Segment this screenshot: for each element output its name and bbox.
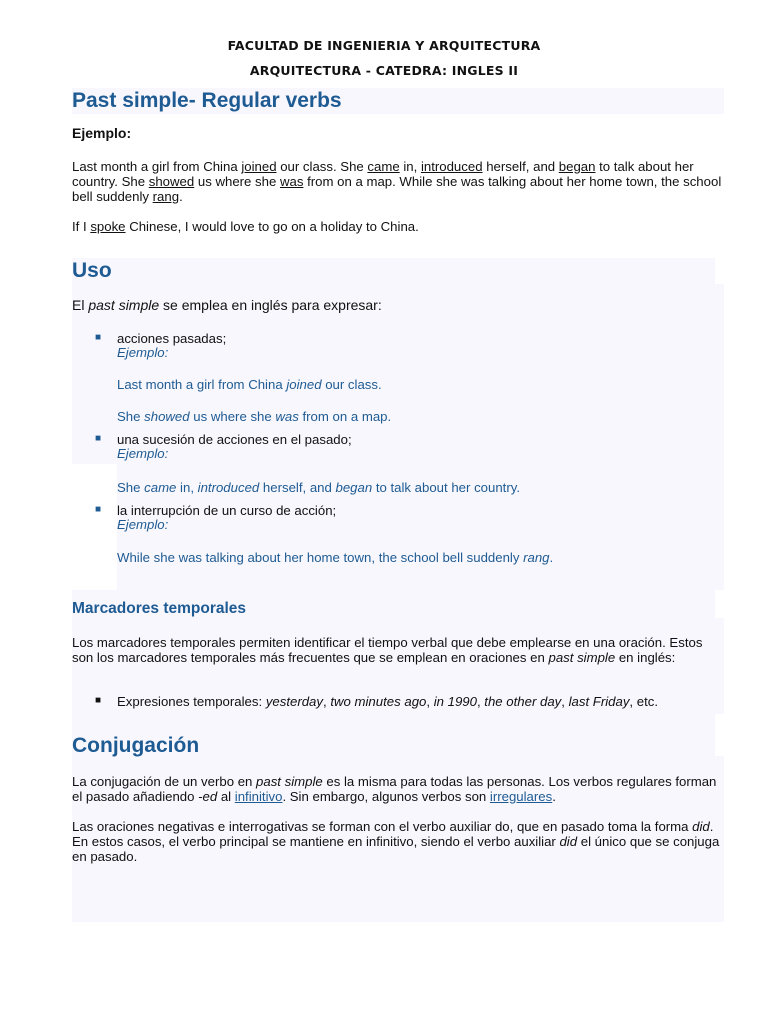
section-heading-uso: Uso [72, 259, 112, 282]
bullet-icon: ■ [95, 504, 102, 515]
verb-rang: rang [152, 189, 180, 204]
uso-item-label: la interrupción de un curso de acción; [117, 503, 337, 518]
section-heading-marcadores: Marcadores temporales [72, 600, 247, 617]
uso-item-label: acciones pasadas; [117, 331, 227, 346]
verb-began: began [558, 159, 596, 174]
uso-item-example: She showed us where she was from on a map. [117, 409, 392, 424]
example-label: Ejemplo: [72, 125, 132, 141]
shade-block [72, 258, 715, 284]
bullet-icon: ■ [95, 695, 102, 706]
example-paragraph: Last month a girl from China joined our class. She came in, introduced herself, and began to talk about her country. She showed us where she was from on a map. While she was talking about her home town, the school bell suddenly rang. [72, 159, 722, 204]
uso-intro: El past simple se emplea en inglés para expresar: [72, 297, 382, 313]
verb-spoke: spoke [90, 219, 126, 234]
uso-item-example: Last month a girl from China joined our class. [117, 377, 382, 392]
conjugacion-paragraph-1: La conjugación de un verbo en past simple es la misma para todas las personas. Los verbos regulares forman el pasado añadiendo -ed al infinitivo. Sin embargo, algunos verbos son irregulares. [72, 774, 717, 804]
marcadores-item: Expresiones temporales: yesterday, two minutes ago, in 1990, the other day, last Friday, etc. [117, 694, 659, 709]
example-paragraph-2: If I spoke Chinese, I would love to go on a holiday to China. [72, 219, 419, 234]
section-heading-conjugacion: Conjugación [72, 734, 200, 757]
uso-item-example: She came in, introduced herself, and began to talk about her country. [117, 480, 521, 495]
verb-came: came [367, 159, 400, 174]
uso-item-example-label: Ejemplo: [117, 517, 169, 532]
infinitivo-link[interactable]: infinitivo [234, 789, 283, 804]
verb-introduced: introduced [420, 159, 483, 174]
verb-showed: showed [148, 174, 195, 189]
uso-item-label: una sucesión de acciones en el pasado; [117, 432, 352, 447]
header-course: ARQUITECTURA - CATEDRA: INGLES II [249, 63, 519, 78]
marcadores-paragraph: Los marcadores temporales permiten identificar el tiempo verbal que debe emplearse en una oración. Estos son los marcadores temporales más frecuentes que se emplean en oraciones en past simple en inglés: [72, 635, 703, 665]
uso-item-example: While she was talking about her home town, the school bell suddenly rang. [117, 550, 554, 565]
uso-item-example-label: Ejemplo: [117, 446, 169, 461]
bullet-icon: ■ [95, 433, 102, 444]
uso-item-example-label: Ejemplo: [117, 345, 169, 360]
verb-joined: joined [241, 159, 277, 174]
bullet-icon: ■ [95, 332, 102, 343]
page-title: Past simple- Regular verbs [72, 89, 342, 112]
conjugacion-paragraph-2: Las oraciones negativas e interrogativas se forman con el verbo auxiliar do, que en pasado toma la forma did. En estos casos, el verbo principal se mantiene en infinitivo, siendo el verbo auxiliar did el único que se conjuga en pasado. [72, 819, 720, 864]
irregulares-link[interactable]: irregulares [489, 789, 553, 804]
header-faculty: FACULTAD DE INGENIERIA Y ARQUITECTURA [227, 38, 541, 53]
verb-was: was [279, 174, 304, 189]
